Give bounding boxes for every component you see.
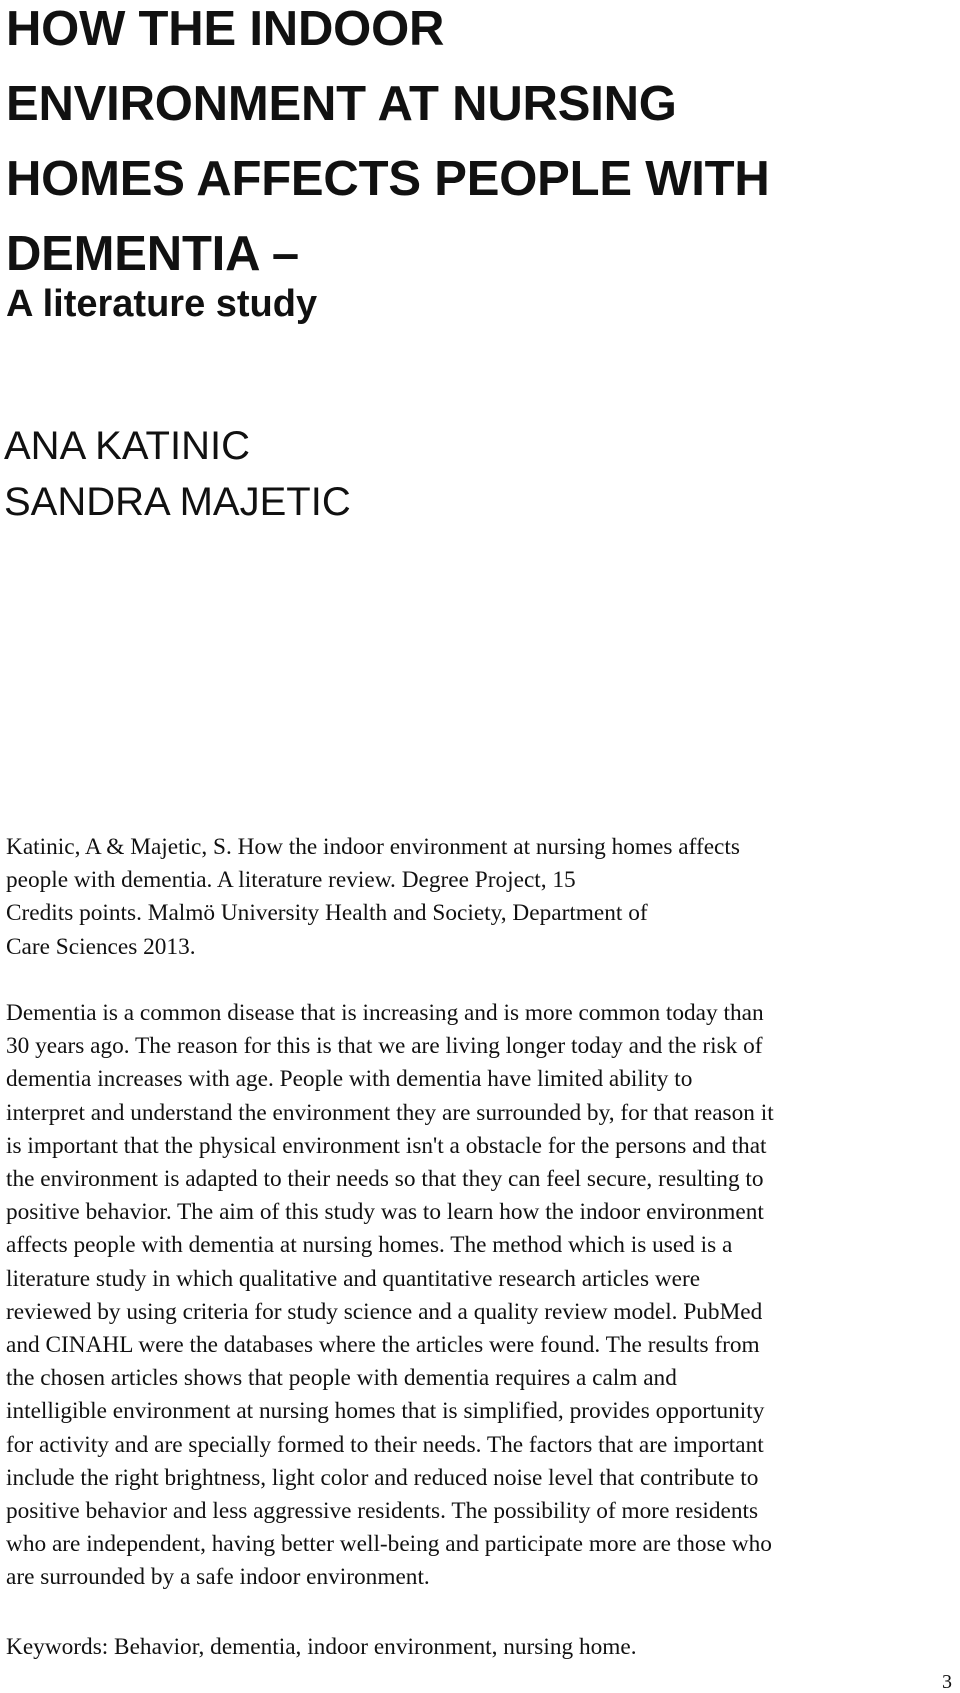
abstract-line: is important that the physical environment isn't a obstacle for the persons and that xyxy=(6,1132,767,1159)
title-line: HOW THE INDOOR xyxy=(6,2,445,56)
abstract-line: intelligible environment at nursing homes that is simplified, provides opportunity xyxy=(6,1398,765,1425)
abstract-line: interpret and understand the environment they are surrounded by, for that reason it xyxy=(6,1099,774,1126)
title-line: ENVIRONMENT AT NURSING xyxy=(6,77,677,131)
abstract-line: affects people with dementia at nursing homes. The method which is used is a xyxy=(6,1232,733,1259)
abstract-line: literature study in which qualitative and quantitative research articles were xyxy=(6,1265,701,1292)
abstract-line: positive behavior. The aim of this study was to learn how the indoor environment xyxy=(6,1199,764,1226)
abstract-line: are surrounded by a safe indoor environment. xyxy=(6,1564,430,1591)
author-name: SANDRA MAJETIC xyxy=(4,480,351,524)
abstract-line: 30 years ago. The reason for this is that we are living longer today and the risk of xyxy=(6,1033,763,1060)
citation-line: Care Sciences 2013. xyxy=(6,933,196,960)
abstract-line: reviewed by using criteria for study science and a quality review model. PubMed xyxy=(6,1298,763,1325)
abstract-line: include the right brightness, light color and reduced noise level that contribute to xyxy=(6,1464,759,1491)
citation-line: Katinic, A & Majetic, S. How the indoor environment at nursing homes affects xyxy=(6,834,740,860)
abstract-line: the environment is adapted to their needs so that they can feel secure, resulting to xyxy=(6,1166,764,1193)
abstract-line: for activity and are specially formed to their needs. The factors that are important xyxy=(6,1431,764,1458)
abstract-line: Dementia is a common disease that is increasing and is more common today than xyxy=(6,1000,764,1026)
document-title xyxy=(6,0,956,292)
page-number: 3 xyxy=(942,1671,952,1693)
document-subtitle: A literature study xyxy=(6,283,318,325)
abstract-line: who are independent, having better well-being and participate more are those who xyxy=(6,1531,772,1558)
title-line: HOMES AFFECTS PEOPLE WITH xyxy=(6,152,770,206)
citation-line: people with dementia. A literature review. Degree Project, 15 xyxy=(6,867,576,894)
citation-paragraph xyxy=(6,831,946,964)
title-line: DEMENTIA – xyxy=(6,227,299,281)
author-name: ANA KATINIC xyxy=(4,424,250,468)
abstract-line: the chosen articles shows that people with dementia requires a calm and xyxy=(6,1365,677,1392)
abstract-line: dementia increases with age. People with dementia have limited ability to xyxy=(6,1066,693,1093)
abstract-paragraph xyxy=(6,997,956,1595)
abstract-line: positive behavior and less aggressive residents. The possibility of more residents xyxy=(6,1498,759,1525)
abstract-line: and CINAHL were the databases where the articles were found. The results from xyxy=(6,1332,760,1359)
citation-line: Credits points. Malmö University Health and Society, Department of xyxy=(6,900,648,927)
keywords-line: Keywords: Behavior, dementia, indoor environment, nursing home. xyxy=(6,1634,637,1660)
author-list xyxy=(4,418,351,530)
